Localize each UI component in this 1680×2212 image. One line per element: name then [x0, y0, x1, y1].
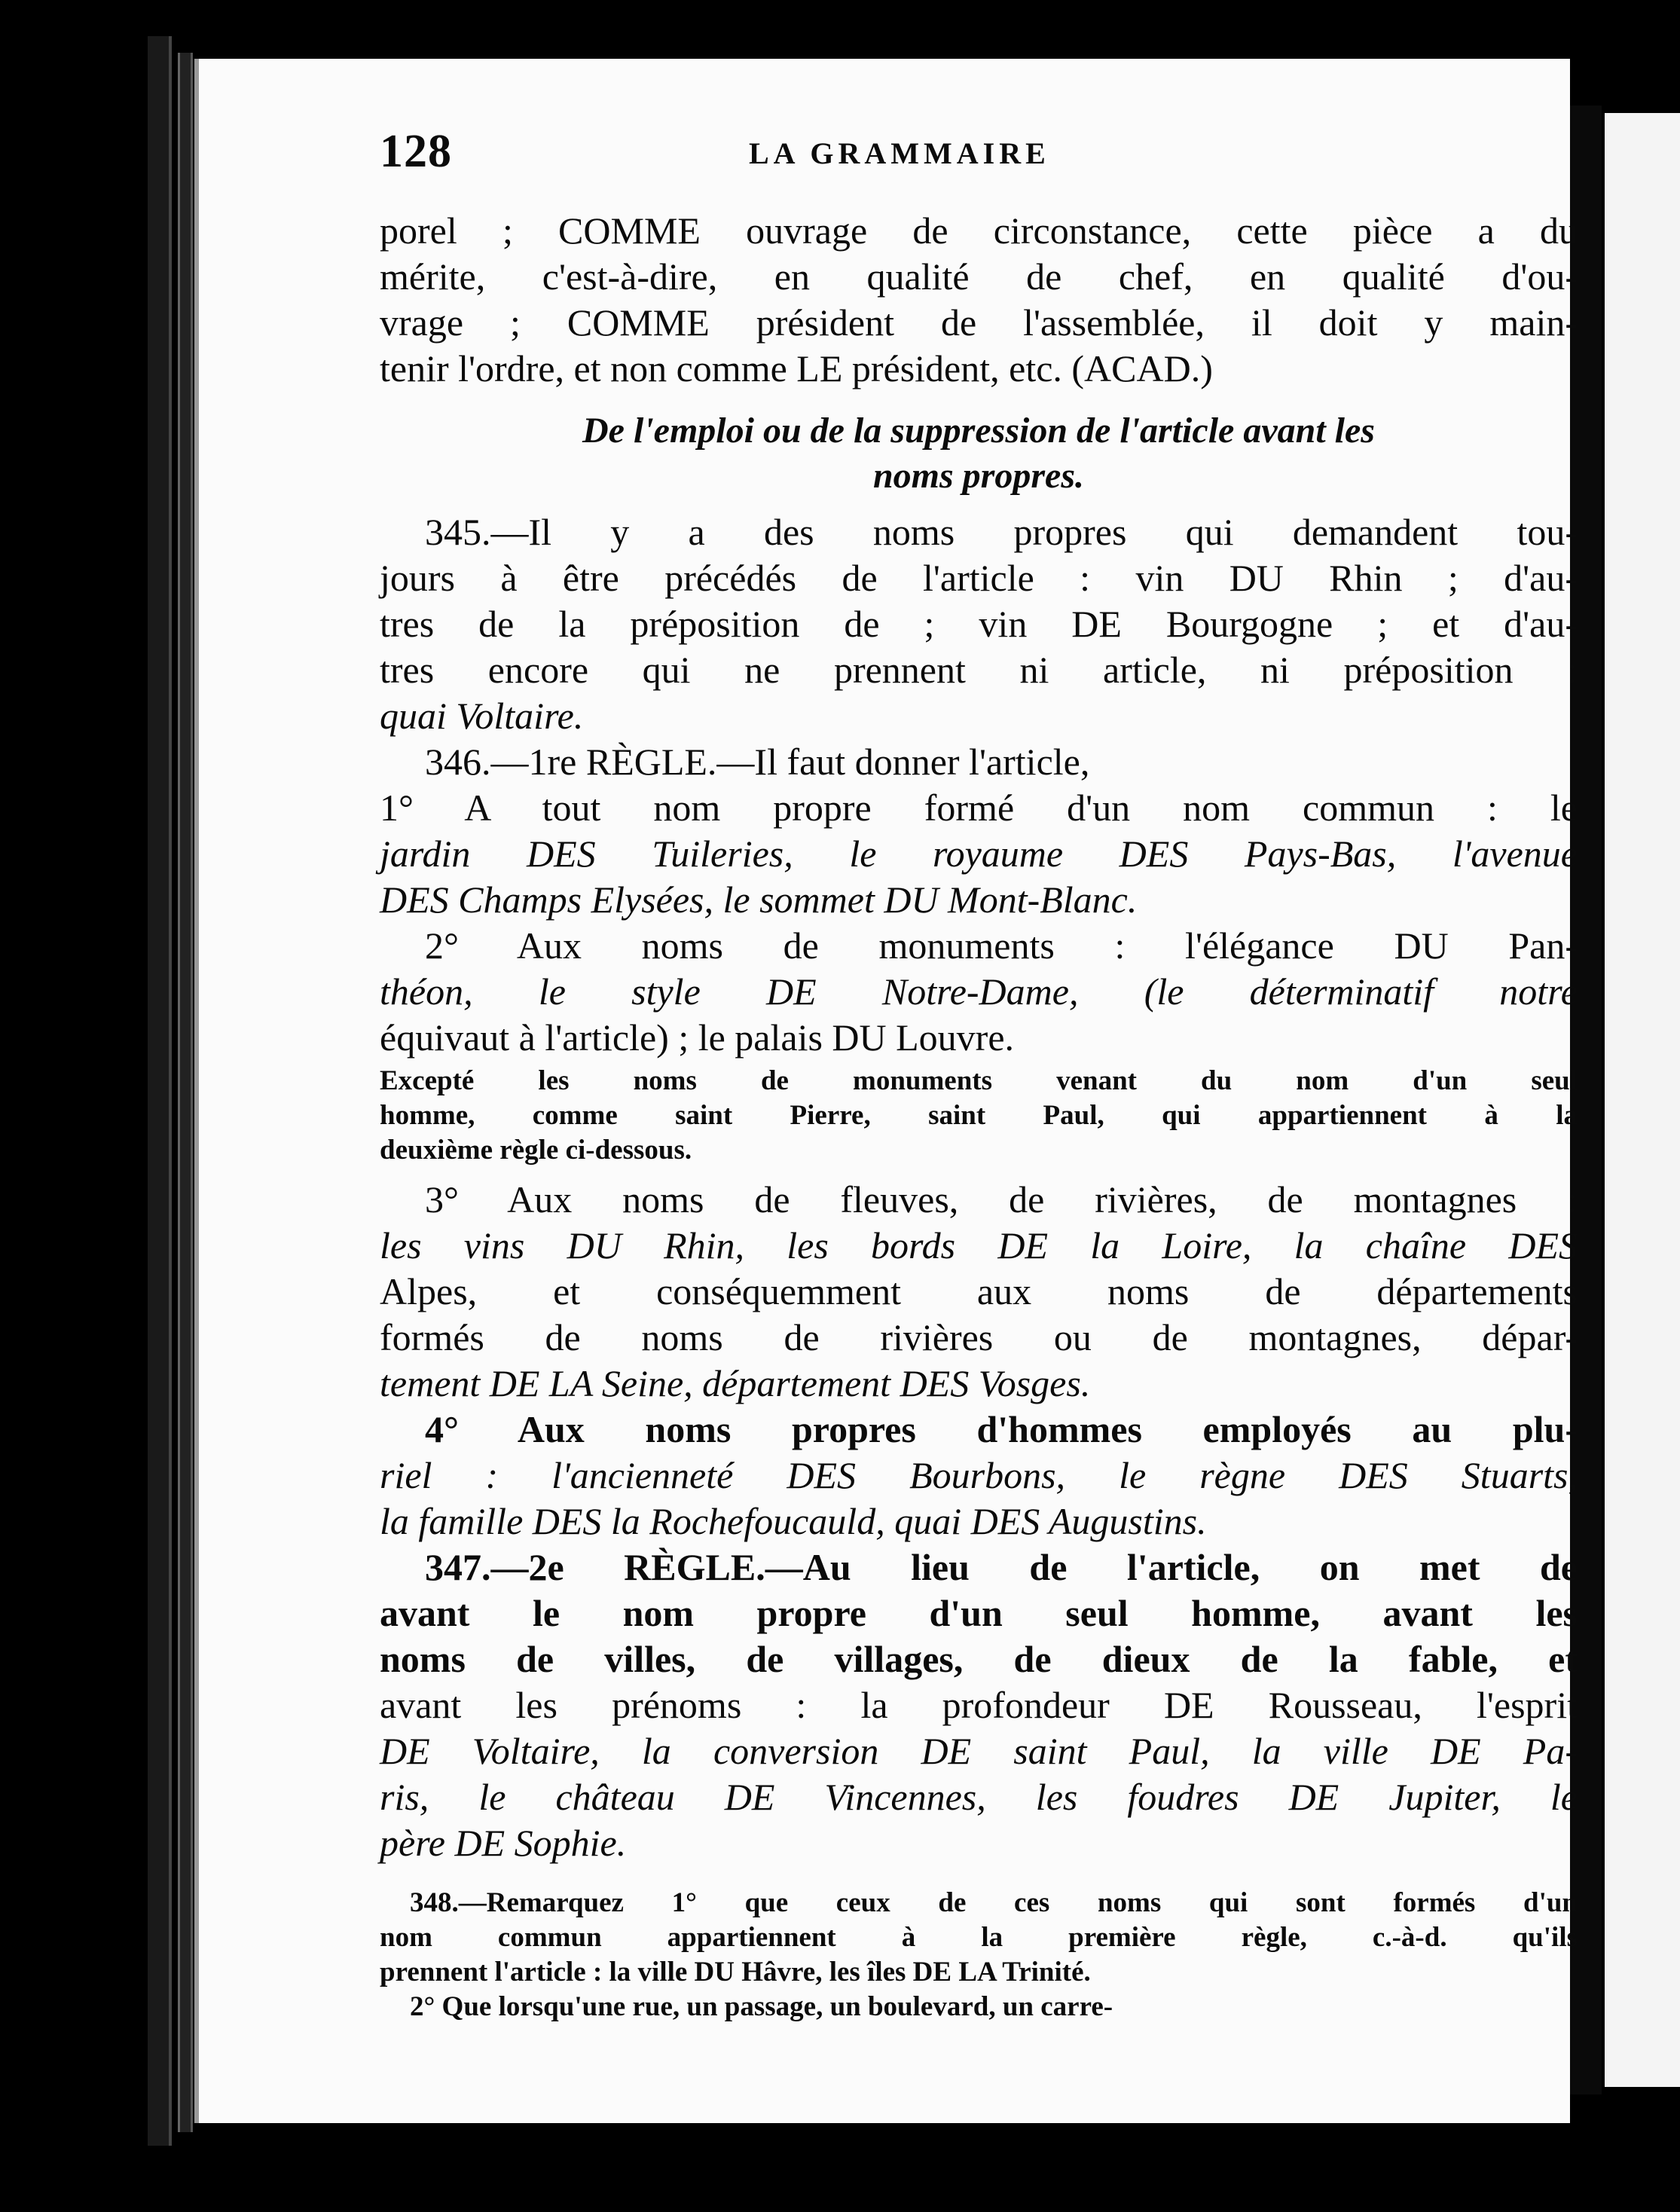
text-line: 3° Aux noms de fleuves, de rivières, de montagnes :: [425, 1178, 1578, 1221]
paragraph-3-rivers: [380, 1177, 1578, 1407]
text-line: porel ; COMME ouvrage de circonstance, cette pièce a du: [380, 209, 1578, 252]
text-line: Alpes, et conséquemment aux noms de départements: [380, 1270, 1578, 1312]
text-line: vrage ; COMME président de l'assemblée, il doit y main-: [380, 301, 1578, 344]
paragraph-345: [380, 509, 1578, 739]
text-line: tres encore qui ne prennent ni article, ni préposition :: [380, 649, 1578, 691]
text-line: formés de noms de rivières ou de montagnes, dépar-: [380, 1316, 1578, 1358]
section-title-line: noms propres.: [872, 456, 1085, 496]
text-line: les vins DU Rhin, les bords DE la Loire, la chaîne DES: [380, 1224, 1578, 1266]
scanner-frame-left: [148, 36, 172, 2146]
note-line: nom commun appartiennent à la première règle, c.-à-d. qu'ils: [380, 1922, 1578, 1953]
text-line: théon, le style DE Notre-Dame, (le déterminatif notre: [380, 970, 1578, 1013]
book-page: [194, 59, 1578, 2123]
note-line: prennent l'article : la ville DU Hâvre, les îles DE LA Trinité.: [380, 1957, 1091, 1987]
paragraph-4-plural: [380, 1407, 1578, 1544]
note-line: Excepté les noms de monuments venant du nom d'un seul: [380, 1065, 1578, 1096]
text-line: DES Champs Elysées, le sommet DU Mont-Blanc.: [380, 878, 1138, 921]
text-line: riel : l'ancienneté DES Bourbons, le règne DES Stuarts,: [380, 1454, 1578, 1496]
text-line: équivaut à l'article) ; le palais DU Louvre.: [380, 1016, 1015, 1059]
text-line: DE Voltaire, la conversion DE saint Paul, la ville DE Pa-: [380, 1730, 1578, 1772]
text-line: jours à être précédés de l'article : vin DU Rhin ; d'au-: [380, 557, 1578, 599]
text-line: jardin DES Tuileries, le royaume DES Pays-Bas, l'avenue: [380, 833, 1578, 875]
page-header: [380, 125, 1578, 208]
text-line: quai Voltaire.: [380, 695, 584, 737]
text-line: 347.—2e RÈGLE.—Au lieu de l'article, on met de: [425, 1546, 1578, 1588]
text-line: la famille DES la Rochefoucauld, quai DES Augustins.: [380, 1500, 1207, 1542]
text-line: mérite, c'est-à-dire, en qualité de chef, en qualité d'ou-: [380, 255, 1578, 298]
text-line: père DE Sophie.: [380, 1822, 627, 1864]
note-line: 2° Que lorsqu'une rue, un passage, un boulevard, un carre-: [410, 1991, 1113, 2022]
note-line: homme, comme saint Pierre, saint Paul, qui appartiennent à la: [380, 1100, 1578, 1131]
section-title: [380, 408, 1578, 499]
facing-page-edge: [1605, 113, 1680, 2087]
note-348: [380, 1886, 1578, 2024]
note-except: [380, 1064, 1578, 1168]
note-line: deuxième règle ci-dessous.: [380, 1135, 692, 1166]
text-line: tenir l'ordre, et non comme LE président, etc. (ACAD.): [380, 347, 1213, 390]
text-line: tement DE LA Seine, département DES Vosges.: [380, 1362, 1091, 1404]
intro-paragraph: [380, 208, 1578, 392]
page-text-area: [380, 125, 1578, 2033]
text-line: ris, le château DE Vincennes, les foudres DE Jupiter, le: [380, 1776, 1578, 1818]
text-line: avant le nom propre d'un seul homme, avant les: [380, 1592, 1578, 1634]
note-line: 348.—Remarquez 1° que ceux de ces noms qui sont formés d'un: [410, 1887, 1578, 1918]
text-line: avant les prénoms : la profondeur DE Rousseau, l'esprit: [380, 1684, 1578, 1726]
paragraph-346: [380, 739, 1578, 923]
book-spine-edge: [178, 53, 193, 2132]
text-line: 2° Aux noms de monuments : l'élégance DU Pan-: [425, 924, 1578, 967]
text-line: 4° Aux noms propres d'hommes employés au plu-: [425, 1408, 1578, 1450]
text-line: noms de villes, de villages, de dieux de la fable, et: [380, 1638, 1578, 1680]
text-line: tres de la préposition de ; vin DE Bourgogne ; et d'au-: [380, 603, 1578, 645]
section-title-line: De l'emploi ou de la suppression de l'article avant les: [582, 411, 1375, 451]
paragraph-2-monuments: [380, 923, 1578, 1061]
text-line: 1° A tout nom propre formé d'un nom commun : le: [380, 787, 1578, 829]
text-line: 346.—1re RÈGLE.—Il faut donner l'article,: [425, 741, 1090, 783]
paragraph-347: [380, 1544, 1578, 1866]
text-line: 345.—Il y a des noms propres qui demandent tou-: [425, 511, 1578, 553]
page-number: 128: [380, 126, 452, 177]
running-head: LA GRAMMAIRE: [749, 136, 1050, 170]
